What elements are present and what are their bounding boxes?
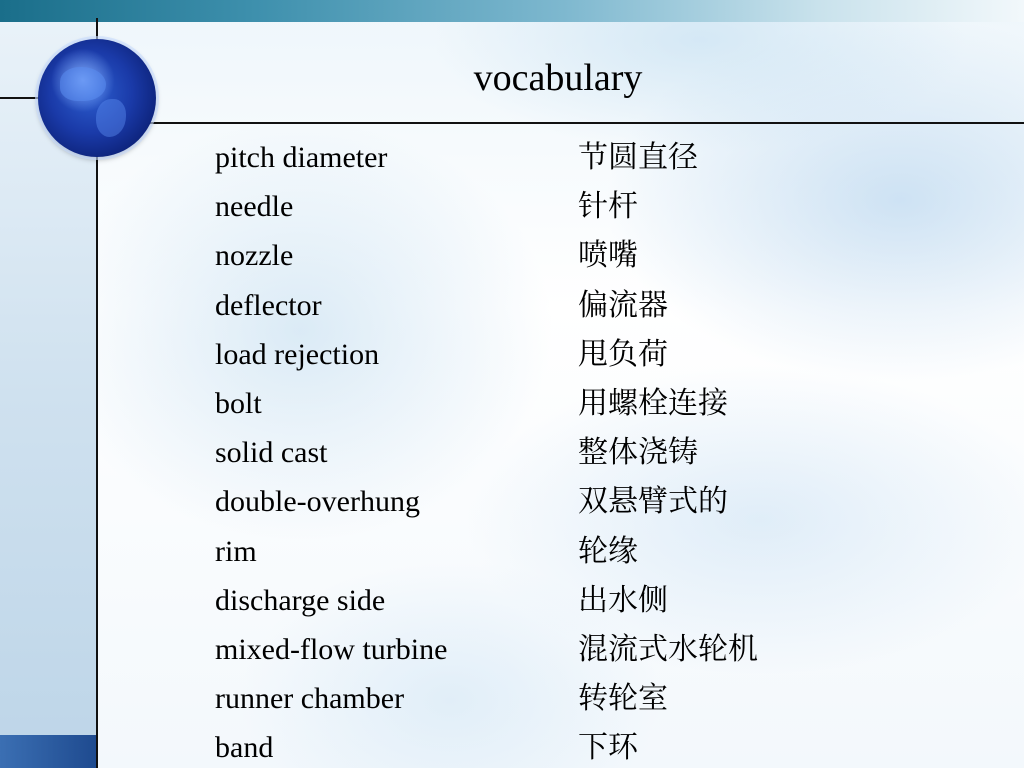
vocab-row (215, 234, 915, 283)
left-accent-box (0, 735, 97, 768)
vocab-translation: 用螺栓连接 (578, 385, 728, 421)
vocab-term: pitch diameter (215, 141, 388, 174)
vocab-row (215, 480, 915, 529)
vocab-translation: 甩负荷 (578, 336, 668, 372)
vocab-translation: 转轮室 (578, 681, 668, 717)
vocab-row (215, 136, 915, 185)
globe-landmass (60, 67, 106, 101)
vocab-translation: 偏流器 (578, 287, 668, 323)
vocab-row (215, 284, 915, 333)
vocab-translation: 双悬臂式的 (578, 484, 728, 520)
vocab-translation: 整体浇铸 (578, 435, 698, 471)
vocab-term: nozzle (215, 239, 294, 273)
vocab-translation: 出水侧 (578, 582, 668, 618)
globe-icon (38, 39, 156, 157)
vocab-row (215, 431, 915, 480)
vocab-translation: 混流式水轮机 (578, 631, 758, 667)
vocab-term: mixed-flow turbine (215, 632, 448, 666)
vocab-term: double-overhung (215, 485, 420, 519)
vocab-term: needle (215, 190, 294, 224)
slide-title: vocabulary (473, 57, 643, 99)
vocab-term: discharge side (215, 583, 386, 617)
vocab-row (215, 530, 915, 579)
vocab-row (215, 628, 915, 677)
vocab-term: bolt (215, 386, 262, 420)
vocabulary-list (215, 136, 915, 768)
vocab-translation: 喷嘴 (578, 238, 638, 274)
globe-landmass (96, 99, 126, 137)
vocab-translation: 节圆直径 (578, 140, 698, 175)
title-underline (97, 122, 1024, 124)
vocab-term: load rejection (215, 337, 380, 371)
vocab-term: deflector (215, 288, 322, 322)
vocab-row (215, 677, 915, 726)
vocab-term: rim (215, 534, 257, 568)
top-stripe (0, 0, 1024, 22)
vocab-term: runner chamber (215, 682, 405, 716)
vocab-translation: 轮缘 (578, 533, 638, 569)
vocab-row (215, 333, 915, 382)
vocab-term: solid cast (215, 436, 328, 470)
vocab-row (215, 726, 915, 768)
vocab-row (215, 382, 915, 431)
vocab-term: band (215, 731, 274, 765)
vocab-translation: 下环 (578, 730, 638, 766)
vocab-row (215, 579, 915, 628)
vocab-translation: 针杆 (578, 189, 638, 225)
vocab-row (215, 185, 915, 234)
